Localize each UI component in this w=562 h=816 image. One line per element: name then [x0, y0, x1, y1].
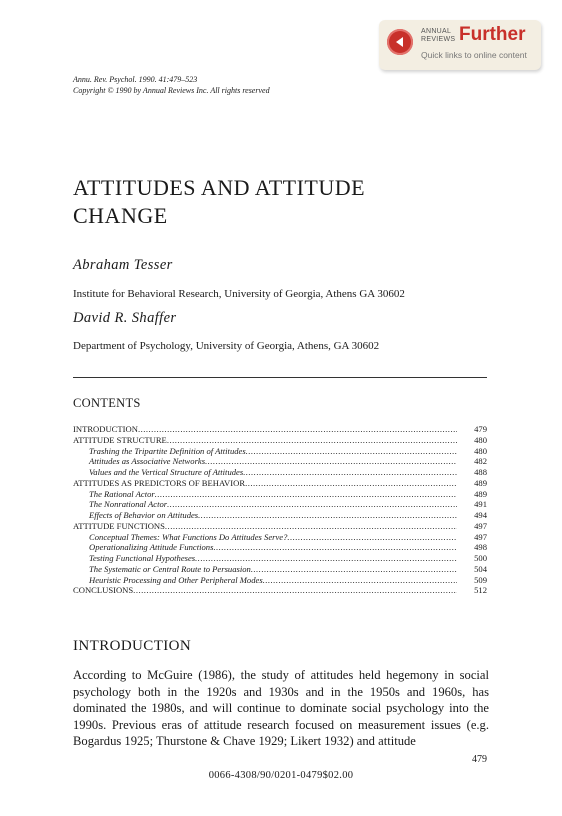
toc-entry: [73, 456, 487, 467]
badge-annual-reviews-label: ANNUAL REVIEWS: [421, 28, 456, 43]
badge-tagline: Quick links to online content: [421, 50, 527, 60]
journal-citation: Annu. Rev. Psychol. 1990. 41:479–523: [73, 75, 198, 84]
toc-entry-page: 494: [474, 510, 487, 520]
toc-entry-label: INTRODUCTION: [73, 424, 138, 434]
toc-entry: [73, 553, 487, 564]
toc-entry-page: 489: [474, 488, 487, 499]
toc-entry: [73, 532, 487, 543]
toc-entry: [73, 542, 487, 553]
toc-leader-dots: [198, 510, 457, 521]
toc-entry-label: Attitudes as Associative Networks: [89, 456, 206, 467]
author-affiliation: Institute for Behavioral Research, University of Georgia, Athens GA 30602: [73, 288, 405, 300]
toc-entry-label: The Rational Actor: [89, 488, 155, 499]
toc-entry-label: ATTITUDES AS PREDICTORS OF BEHAVIOR: [73, 477, 246, 488]
toc-entry-page: 500: [474, 553, 487, 563]
section-heading: INTRODUCTION: [73, 638, 192, 654]
toc-leader-dots: [165, 521, 457, 532]
toc-entry: [73, 446, 487, 457]
toc-entry-page: 497: [474, 531, 487, 542]
toc-entry-page: 488: [474, 467, 487, 477]
toc-entry: [73, 424, 487, 435]
table-of-contents: [73, 424, 487, 596]
toc-entry-page: 504: [474, 563, 487, 574]
toc-leader-dots: [245, 478, 457, 489]
toc-leader-dots: [246, 446, 457, 457]
toc-entry-page: 491: [474, 499, 487, 510]
toc-entry: [73, 521, 487, 532]
toc-entry: [73, 585, 487, 596]
toc-entry-page: 479: [474, 424, 487, 434]
toc-leader-dots: [287, 532, 457, 543]
annual-reviews-further-badge[interactable]: [379, 20, 541, 70]
toc-leader-dots: [205, 456, 457, 467]
journal-copyright: Copyright © 1990 by Annual Reviews Inc. All rights reserved: [73, 86, 270, 95]
toc-entry-page: 482: [474, 456, 487, 467]
toc-entry: [73, 489, 487, 500]
footer-code: 0066-4308/90/0201-0479$02.00: [208, 770, 354, 781]
toc-entry-label: Heuristic Processing and Other Peripheral Modes: [89, 574, 263, 585]
toc-entry-page: 498: [474, 542, 487, 553]
toc-leader-dots: [251, 564, 457, 575]
toc-entry-label: Values and the Vertical Structure of Attitudes: [89, 467, 244, 477]
author-name: David R. Shaffer: [73, 310, 177, 326]
toc-entry-label: Operationalizing Attitude Functions: [89, 542, 214, 553]
toc-entry-label: The Systematic or Central Route to Persuasion: [89, 563, 251, 574]
journal-header: [73, 74, 270, 96]
toc-entry-label: ATTITUDE STRUCTURE: [73, 434, 167, 445]
toc-leader-dots: [167, 435, 457, 446]
toc-entry: [73, 510, 487, 521]
divider: [73, 377, 487, 378]
toc-entry-label: Testing Functional Hypotheses: [89, 553, 196, 563]
badge-further-label: Further: [459, 24, 526, 45]
toc-entry: [73, 467, 487, 478]
toc-entry-page: 480: [474, 434, 487, 445]
toc-entry-page: 489: [474, 477, 487, 488]
toc-leader-dots: [167, 499, 457, 510]
toc-leader-dots: [213, 542, 457, 553]
toc-entry-page: 480: [474, 445, 487, 456]
toc-entry-label: The Nonrational Actor: [89, 499, 168, 510]
toc-leader-dots: [155, 489, 457, 500]
page-number: 479: [472, 754, 487, 765]
author-name: Abraham Tesser: [73, 257, 173, 273]
toc-entry: [73, 499, 487, 510]
toc-leader-dots: [263, 575, 457, 586]
toc-leader-dots: [138, 424, 457, 435]
toc-entry-page: 509: [474, 574, 487, 585]
arrow-left-icon: [387, 29, 413, 55]
toc-entry: [73, 435, 487, 446]
toc-entry: [73, 564, 487, 575]
toc-entry-label: CONCLUSIONS: [73, 585, 134, 596]
toc-leader-dots: [195, 553, 457, 564]
author-affiliation: Department of Psychology, University of Georgia, Athens, GA 30602: [73, 340, 380, 352]
toc-entry-label: Effects of Behavior on Attitudes: [89, 510, 199, 520]
body-paragraph: According to McGuire (1986), the study of attitudes held hegemony in social psychology both in the 1920s and 1930s and in the 1950s and 1960s, has dominated the 1980s, and will continue to dominate social psychology into the 1990s. Previous eras of attitude research focused on measurement issues (e.g. Bogardus 1925; Thurstone & Chave 1929; Likert 1932) and attitude: [73, 668, 489, 749]
toc-entry: [73, 478, 487, 489]
toc-entry-page: 512: [474, 585, 487, 596]
toc-leader-dots: [243, 467, 457, 478]
toc-entry-page: 497: [474, 520, 487, 531]
toc-entry-label: ATTITUDE FUNCTIONS: [73, 520, 165, 531]
toc-leader-dots: [133, 585, 457, 596]
toc-entry-label: Conceptual Themes: What Functions Do Attitudes Serve?: [89, 531, 288, 542]
article-title: ATTITUDES AND ATTITUDE CHANGE: [73, 175, 366, 228]
toc-entry: [73, 575, 487, 586]
toc-entry-label: Trashing the Tripartite Definition of Attitudes: [89, 445, 246, 456]
contents-heading: CONTENTS: [73, 396, 141, 410]
